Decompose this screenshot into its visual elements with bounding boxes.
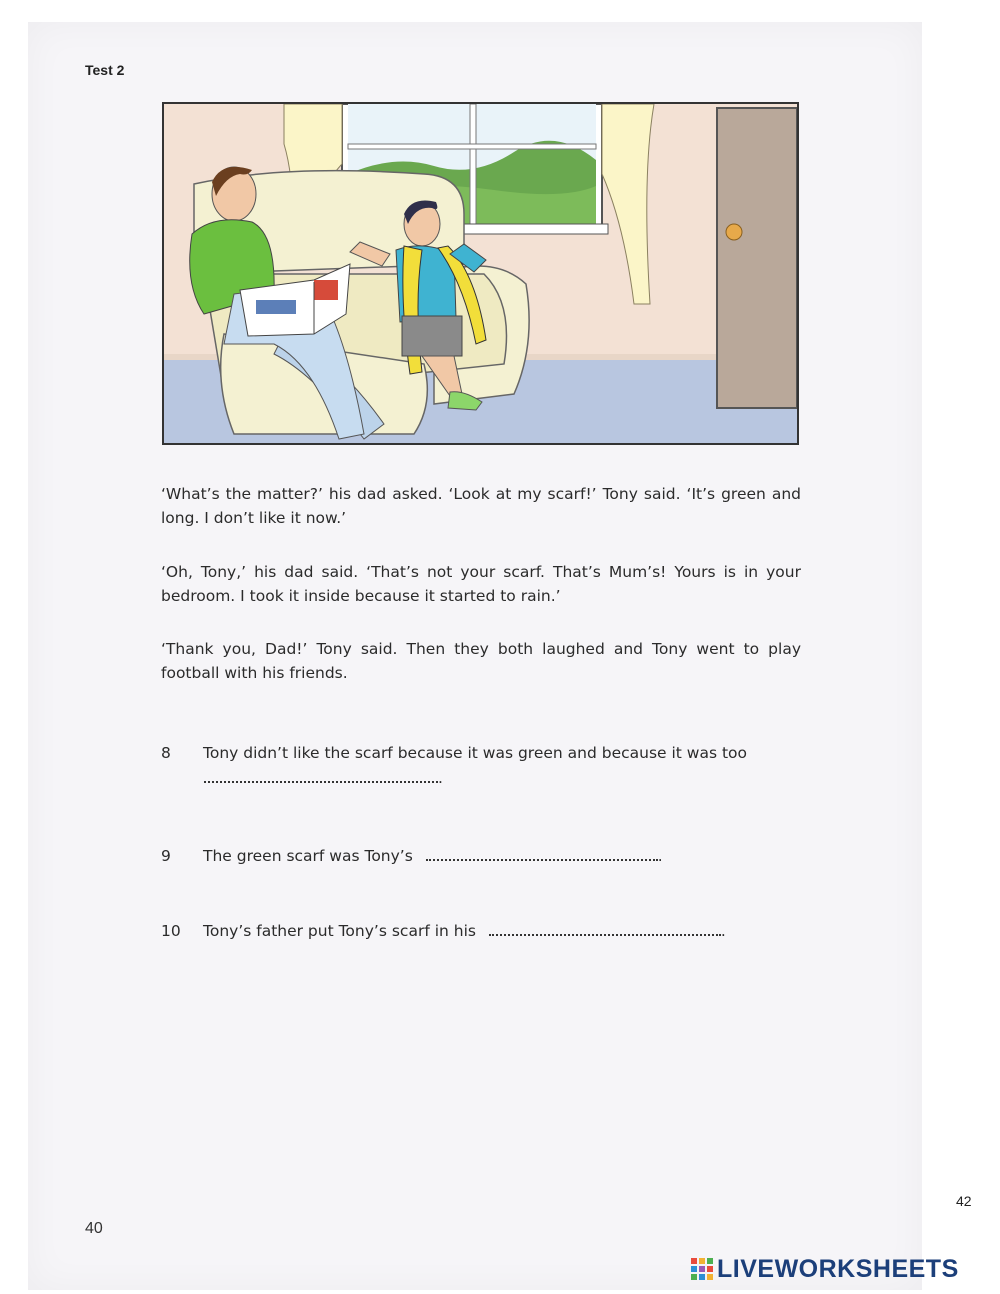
question-8-answer-row: . — [204, 766, 854, 790]
question-9: 9 The green scarf was Tony’s . — [161, 844, 811, 868]
page-number: 40 — [85, 1220, 103, 1237]
test-label: Test 2 — [85, 62, 125, 78]
worksheet-number: 42 — [956, 1193, 972, 1209]
question-number: 9 — [161, 847, 171, 865]
question-text: Tony’s father put Tony’s scarf in his — [203, 922, 476, 940]
answer-field-8[interactable] — [204, 767, 438, 783]
story-paragraph: ‘What’s the matter?’ his dad asked. ‘Look at my scarf!’ Tony said. ‘It’s green and long. I don’t like it now.’ — [161, 485, 801, 527]
story-illustration — [162, 102, 799, 445]
question-8 — [161, 741, 811, 765]
liveworksheets-brand[interactable] — [690, 1254, 959, 1284]
living-room-scene — [164, 104, 797, 443]
question-number: 10 — [161, 922, 181, 940]
question-number: 8 — [161, 744, 171, 762]
answer-field-9[interactable] — [426, 845, 658, 861]
question-text: Tony didn’t like the scarf because it was green and because it was too — [203, 744, 748, 762]
story-paragraph: ‘Oh, Tony,’ his dad said. ‘That’s not your scarf. That’s Mum’s! Yours is in your bedroom. I took it inside because it started to rain.’ — [161, 563, 801, 605]
question-text: The green scarf was Tony’s — [203, 847, 413, 865]
story-paragraph: ‘Thank you, Dad!’ Tony said. Then they both laughed and Tony went to play football with his friends. — [161, 640, 801, 682]
liveworksheets-logo-icon — [690, 1257, 714, 1281]
answer-field-10[interactable] — [489, 920, 721, 936]
door — [717, 108, 797, 408]
question-10: 10 Tony’s father put Tony’s scarf in his . — [161, 919, 811, 943]
brand-name: LIVEWORKSHEETS — [717, 1254, 959, 1283]
